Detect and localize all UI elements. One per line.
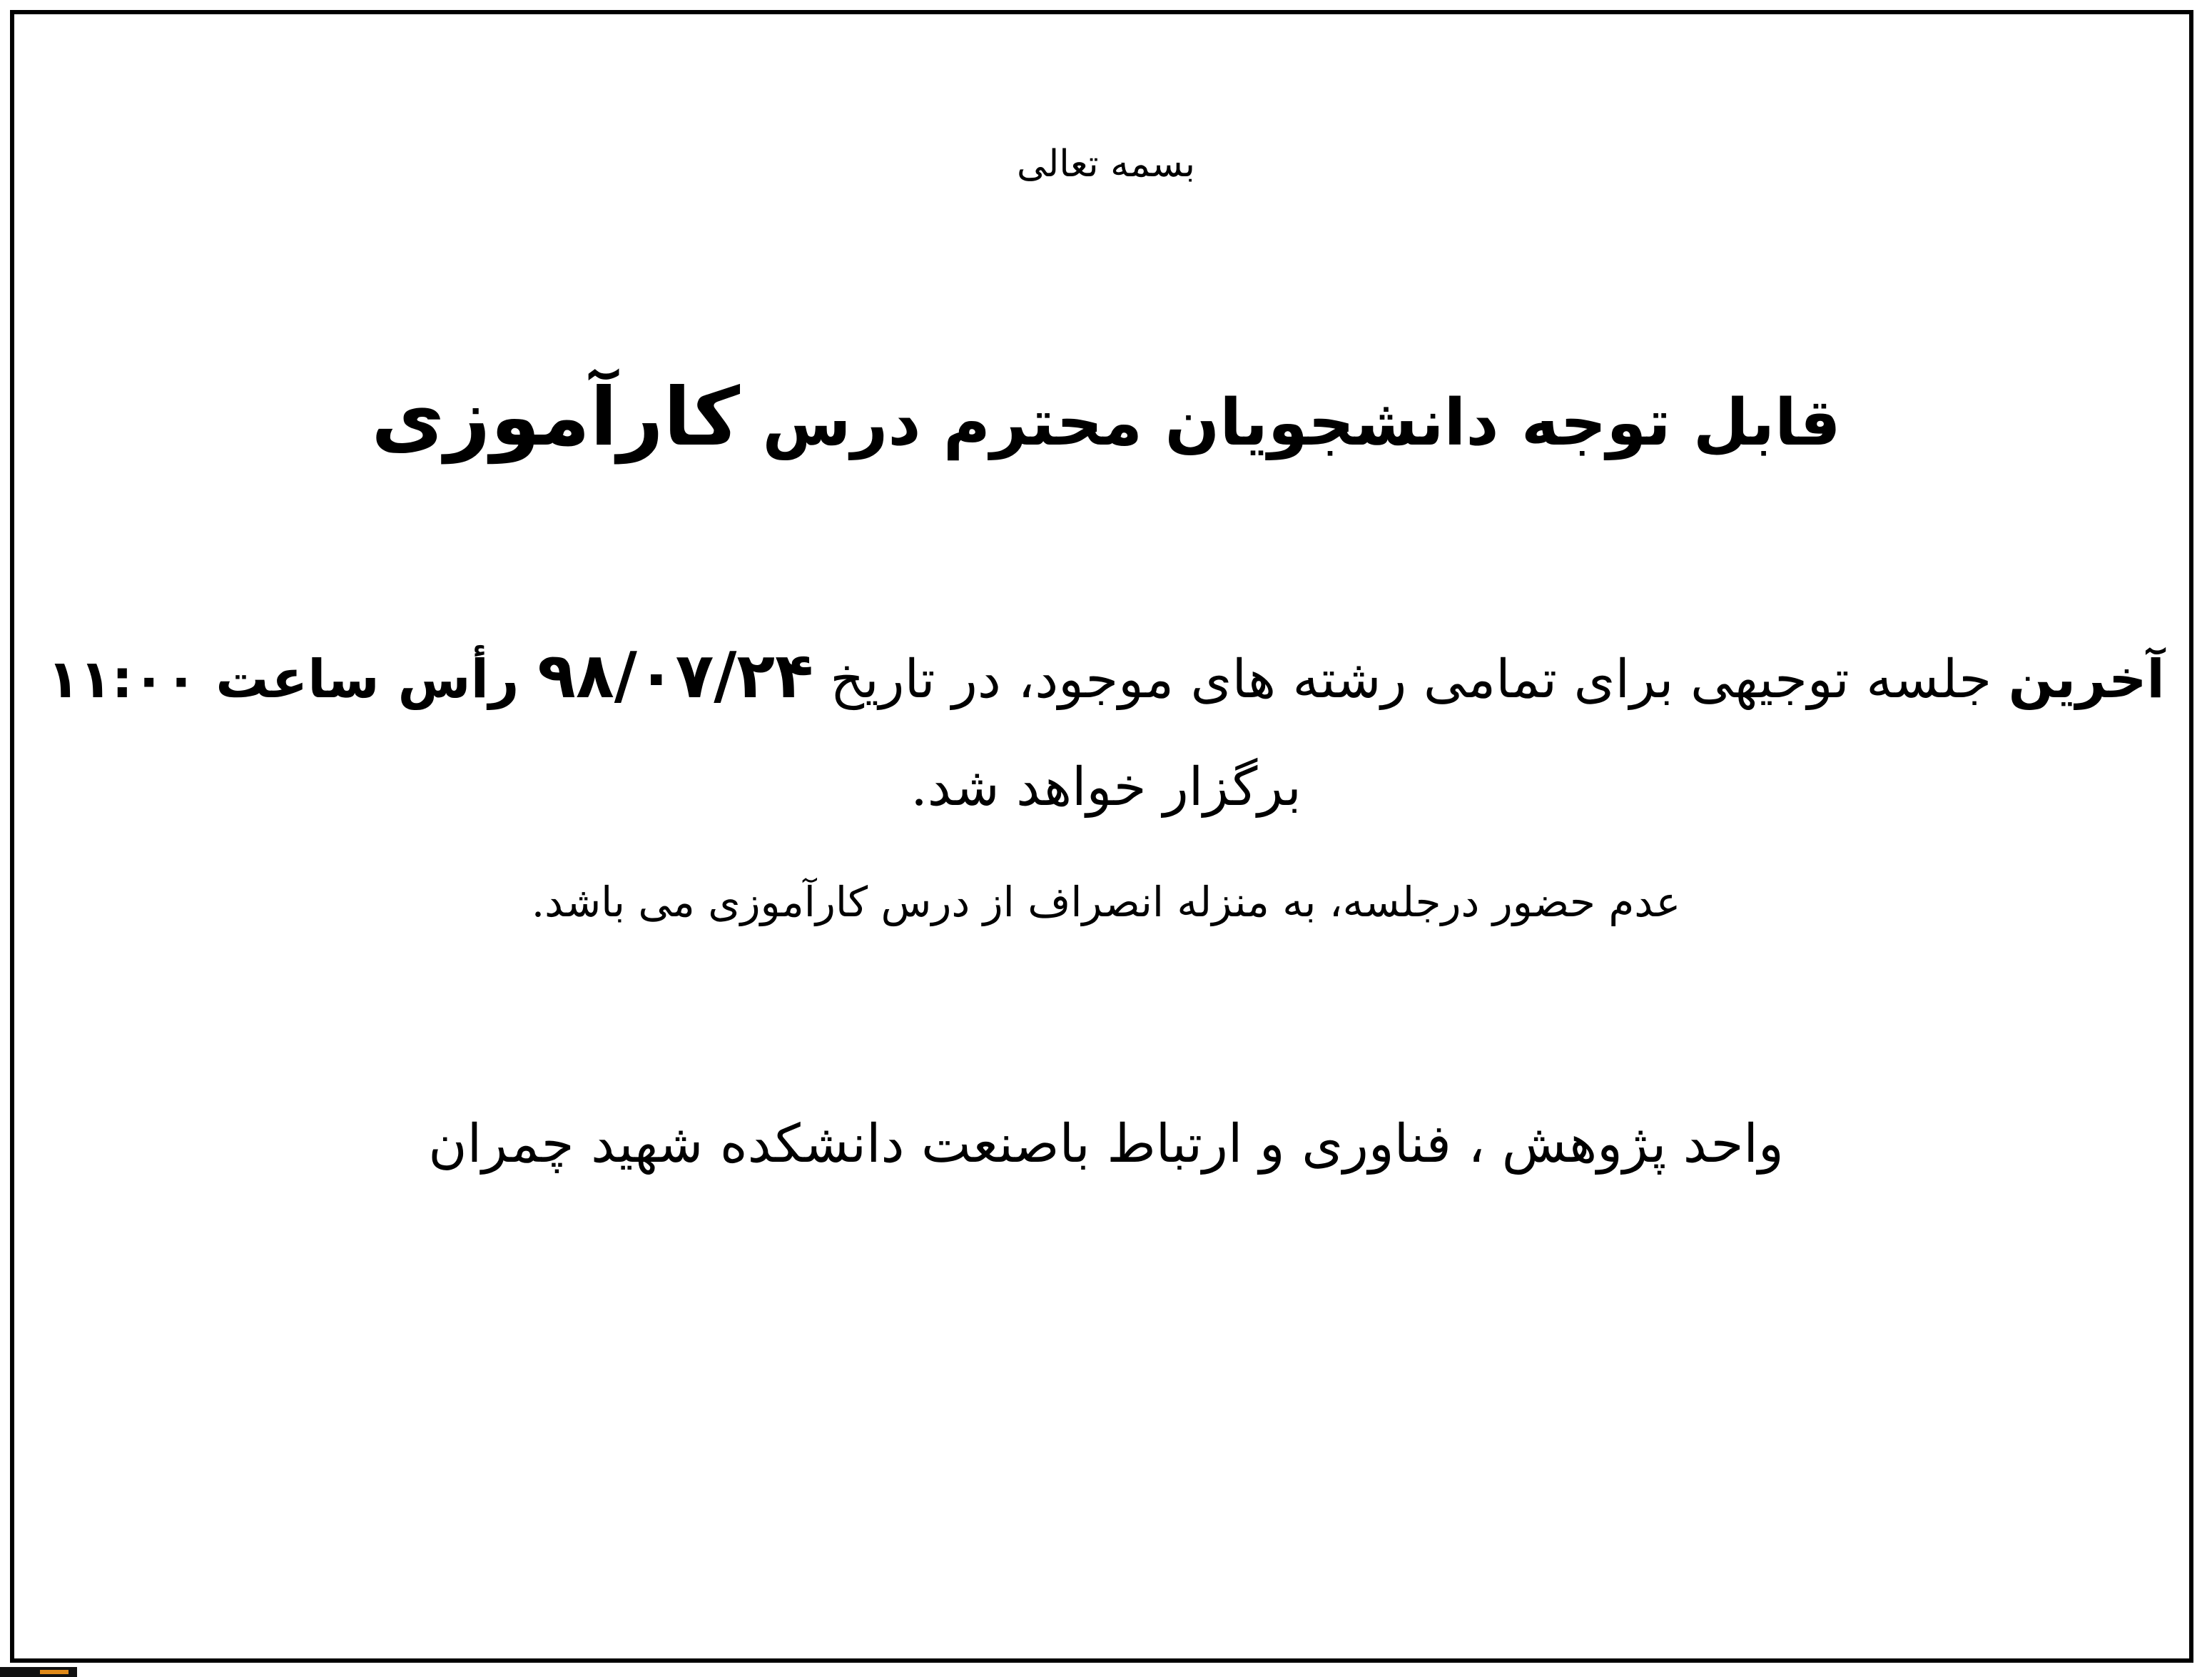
corner-logo [0, 1667, 77, 1677]
basmala-heading: بسمه تعالی [1017, 143, 1195, 186]
session-will-be-held: برگزار خواهد شد. [910, 756, 1302, 818]
title-emphasis: کارآموزی [371, 371, 740, 464]
session-time: رأس ساعت ۱۱:۰۰ [47, 649, 538, 710]
session-announcement [0, 639, 2212, 712]
page-border [10, 10, 2193, 1663]
issuer-signature: واحد پژوهش ، فناوری و ارتباط باصنعت دانشکده شهید چمران [428, 1113, 1784, 1175]
title-prefix: قابل توجه دانشجویان محترم درس [762, 385, 1841, 460]
notice-title [0, 371, 2212, 464]
session-description: جلسه توجیهی برای تمامی رشته های موجود، در تاریخ [813, 649, 2009, 710]
session-date: ۹۸/۰۷/۲۴ [537, 639, 813, 712]
absence-warning: عدم حضور درجلسه، به منزله انصراف از درس کارآموزی می باشد. [531, 878, 1681, 926]
lead-word: آخرین [2008, 649, 2165, 710]
